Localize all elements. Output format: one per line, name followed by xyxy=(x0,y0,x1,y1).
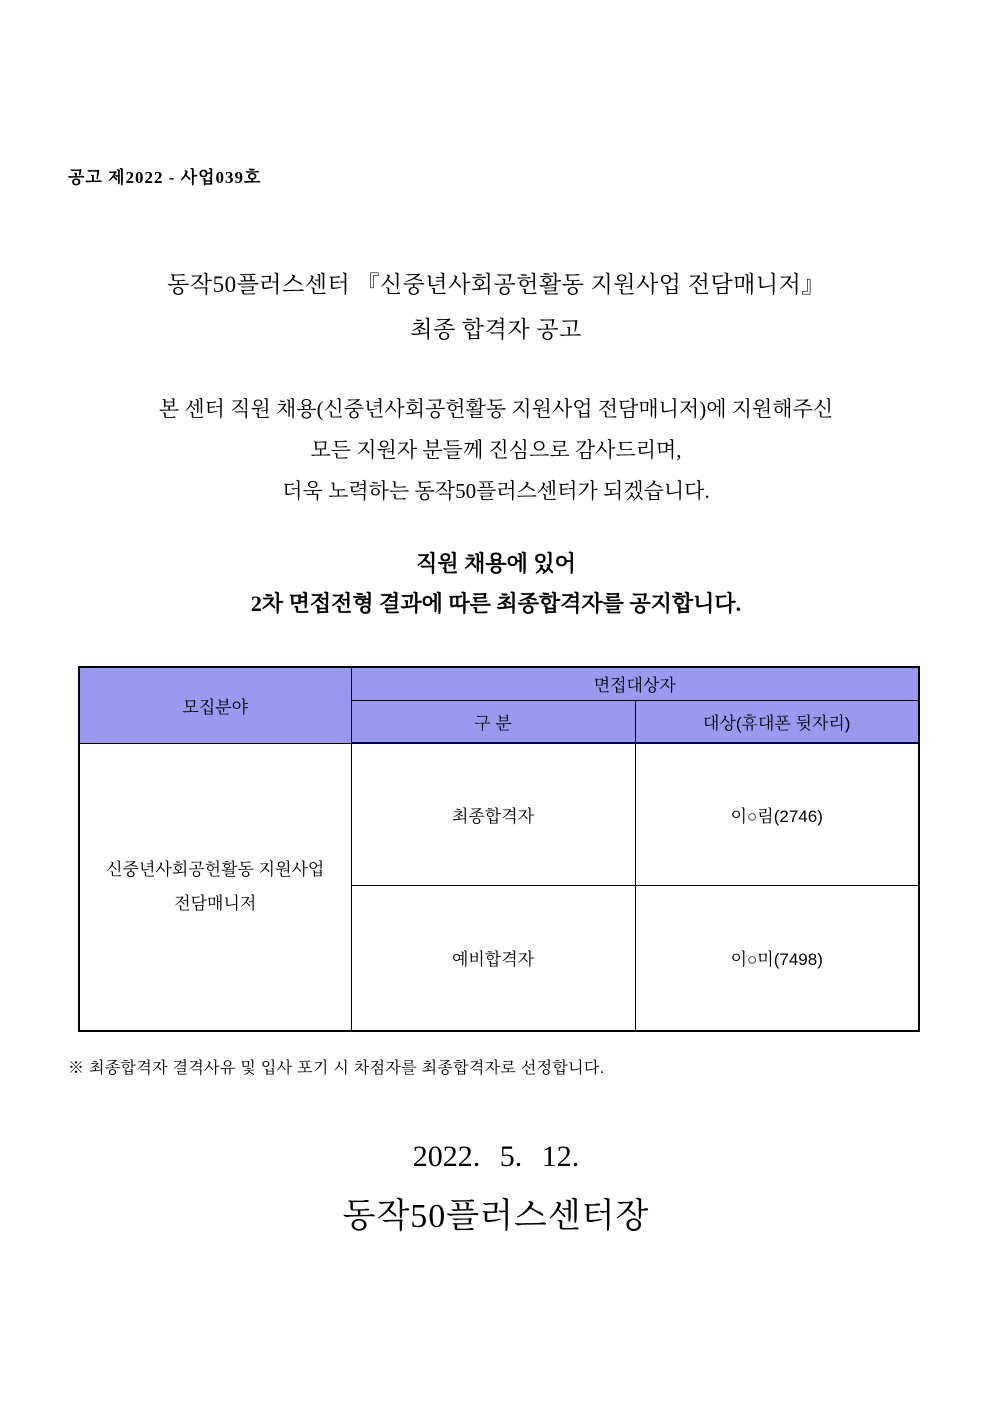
header-cell-interview-target: 면접대상자 xyxy=(351,667,919,700)
header-cell-recruit-field: 모집분야 xyxy=(79,667,351,743)
cell-target-reserve: 이○미(7498) xyxy=(635,885,919,1031)
cell-recruit-field-value xyxy=(79,743,351,1031)
title-line-1: 동작50플러스센터 『신중년사회공헌활동 지원사업 전담매니저』 xyxy=(167,272,825,297)
intro-line-3: 더욱 노력하는 동작50플러스센터가 되겠습니다. xyxy=(282,479,710,503)
field-value-line-1: 신중년사회공헌활동 지원사업 xyxy=(106,859,325,879)
doc-number: 공고 제2022 - 사업039호 xyxy=(68,168,262,187)
document-title xyxy=(0,262,992,352)
table-row xyxy=(79,743,919,885)
intro-paragraph xyxy=(0,389,992,512)
notice-line-1: 직원 채용에 있어 xyxy=(416,551,576,576)
cell-category-reserve: 예비합격자 xyxy=(351,885,635,1031)
cell-target-final: 이○림(2746) xyxy=(635,743,919,885)
notice-line-2: 2차 면접전형 결과에 따른 최종합격자를 공지합니다. xyxy=(250,591,742,616)
footnote: ※ 최종합격자 결격사유 및 입사 포기 시 차점자를 최종합격자로 선정합니다. xyxy=(68,1060,605,1077)
intro-line-2: 모든 지원자 분들께 진심으로 감사드리며, xyxy=(310,438,682,462)
cell-category-final: 최종합격자 xyxy=(351,743,635,885)
signer-title: 동작50플러스센터장 xyxy=(342,1198,650,1235)
announcement-date: 2022. 5. 12. xyxy=(412,1140,580,1173)
result-table xyxy=(78,666,920,1032)
header-cell-target: 대상(휴대폰 뒷자리) xyxy=(635,700,919,743)
header-cell-category: 구 분 xyxy=(351,700,635,743)
notice-paragraph xyxy=(0,544,992,624)
field-value-line-2: 전담매니저 xyxy=(174,893,257,913)
title-line-2: 최종 합격자 공고 xyxy=(410,317,582,342)
intro-line-1: 본 센터 직원 채용(신중년사회공헌활동 지원사업 전담매니저)에 지원해주신 xyxy=(158,397,834,421)
